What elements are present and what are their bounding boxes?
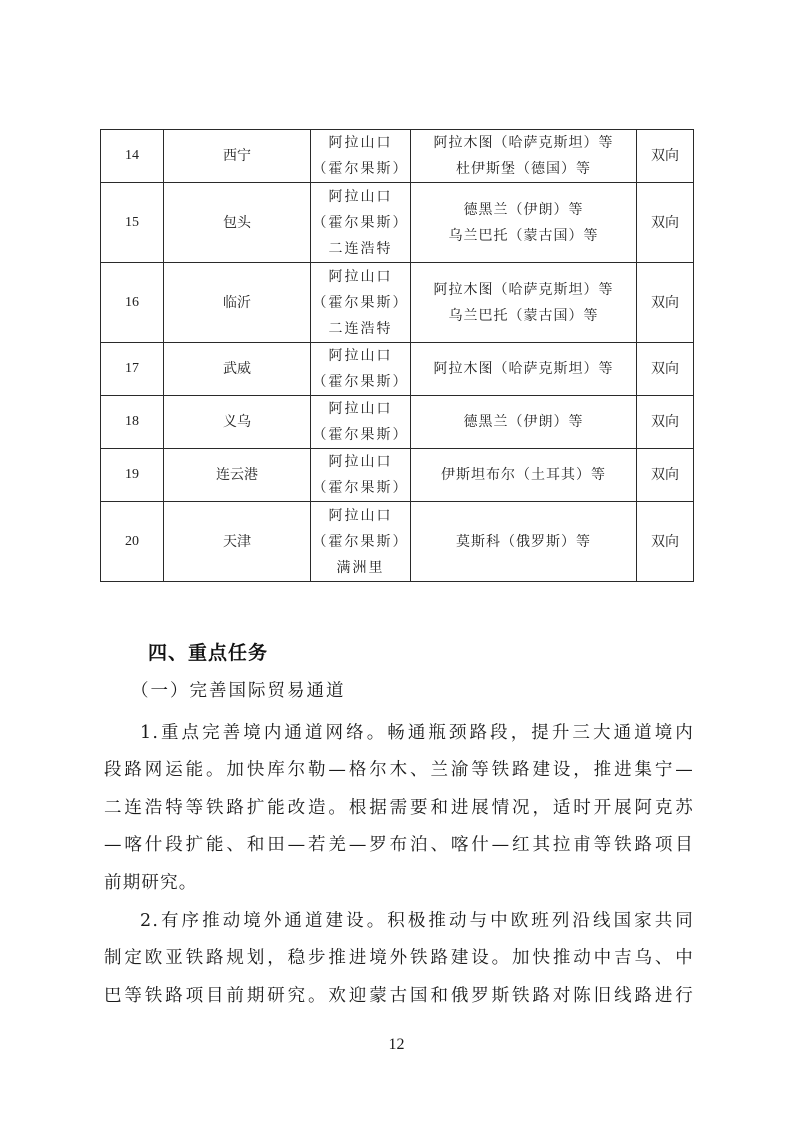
origin-city-cell: 义乌	[164, 396, 311, 449]
page-number: 12	[388, 1036, 405, 1053]
table-row	[101, 263, 694, 343]
table-body	[101, 130, 694, 582]
destination: 德黑兰（伊朗）等	[463, 414, 584, 430]
destination-cell	[411, 130, 637, 183]
paragraph-line: 前期研究。	[104, 873, 198, 893]
border-port: （霍尔果斯）	[312, 294, 409, 311]
destination: 乌兰巴托（蒙古国）等	[448, 227, 599, 244]
direction-cell: 双向	[637, 130, 694, 183]
paragraph-line: 二连浩特等铁路扩能改造。根据需要和进展情况，适时开展阿克苏	[104, 798, 694, 818]
paragraph-line: 2.有序推动境外通道建设。积极推动与中欧班列沿线国家共同	[140, 911, 694, 931]
table-row	[101, 130, 694, 183]
table-row	[101, 502, 694, 582]
destination: 阿拉木图（哈萨克斯坦）等	[433, 281, 614, 298]
row-number-cell: 16	[101, 263, 164, 343]
origin-city-cell: 包头	[164, 183, 311, 263]
border-port-cell	[311, 263, 411, 343]
destination: 阿拉木图（哈萨克斯坦）等	[433, 361, 614, 377]
destination: 乌兰巴托（蒙古国）等	[448, 307, 599, 324]
border-port: 阿拉山口	[328, 135, 393, 151]
paragraph-line: —喀什段扩能、和田—若羌—罗布泊、喀什—红其拉甫等铁路项目	[104, 835, 694, 855]
row-number-cell: 15	[101, 183, 164, 263]
border-port: 阿拉山口	[328, 507, 393, 524]
border-port-cell	[311, 130, 411, 183]
destination-cell	[411, 449, 637, 502]
destination-cell	[411, 343, 637, 396]
destination: 德黑兰（伊朗）等	[463, 201, 584, 218]
border-port-cell	[311, 396, 411, 449]
paragraph-line: 1.重点完善境内通道网络。畅通瓶颈路段，提升三大通道境内	[140, 723, 694, 743]
destination: 阿拉木图（哈萨克斯坦）等	[433, 135, 614, 151]
border-port: 满洲里	[336, 559, 385, 576]
paragraph-line: 段路网运能。加快库尔勒—格尔木、兰渝等铁路建设，推进集宁—	[104, 760, 694, 780]
paragraph-line: 制定欧亚铁路规划，稳步推进境外铁路建设。加快推动中吉乌、中	[104, 948, 694, 968]
direction-cell: 双向	[637, 449, 694, 502]
border-port: （霍尔果斯）	[312, 533, 409, 550]
table-row	[101, 343, 694, 396]
border-port-cell	[311, 343, 411, 396]
border-port: 二连浩特	[328, 240, 393, 257]
origin-city-cell: 临沂	[164, 263, 311, 343]
border-port: 二连浩特	[328, 320, 393, 337]
border-port-cell	[311, 502, 411, 582]
destination-cell	[411, 263, 637, 343]
border-port: 阿拉山口	[328, 401, 393, 417]
paragraph-line: 巴等铁路项目前期研究。欢迎蒙古国和俄罗斯铁路对陈旧线路进行	[104, 986, 694, 1006]
subsection-heading: （一）完善国际贸易通道	[131, 681, 346, 701]
direction-cell: 双向	[637, 183, 694, 263]
origin-city-cell: 连云港	[164, 449, 311, 502]
border-port: 阿拉山口	[328, 188, 393, 205]
border-port: （霍尔果斯）	[312, 161, 409, 177]
border-port-cell	[311, 183, 411, 263]
border-port: （霍尔果斯）	[312, 214, 409, 231]
destination-cell	[411, 183, 637, 263]
border-port: （霍尔果斯）	[312, 427, 409, 443]
destination: 莫斯科（俄罗斯）等	[456, 533, 591, 550]
china-europe-railway-routes-table	[100, 129, 694, 582]
table-row	[101, 183, 694, 263]
row-number-cell: 17	[101, 343, 164, 396]
origin-city-cell: 西宁	[164, 130, 311, 183]
border-port: 阿拉山口	[328, 454, 393, 470]
row-number-cell: 20	[101, 502, 164, 582]
row-number-cell: 14	[101, 130, 164, 183]
border-port: 阿拉山口	[328, 348, 393, 364]
border-port: （霍尔果斯）	[312, 374, 409, 390]
origin-city-cell: 武威	[164, 343, 311, 396]
direction-cell: 双向	[637, 343, 694, 396]
destination-cell	[411, 502, 637, 582]
origin-city-cell: 天津	[164, 502, 311, 582]
table-row	[101, 449, 694, 502]
destination-cell	[411, 396, 637, 449]
table-row	[101, 396, 694, 449]
border-port: （霍尔果斯）	[312, 480, 409, 496]
destination: 伊斯坦布尔（土耳其）等	[441, 467, 606, 483]
row-number-cell: 18	[101, 396, 164, 449]
border-port-cell	[311, 449, 411, 502]
section-heading: 四、重点任务	[148, 642, 269, 664]
direction-cell: 双向	[637, 396, 694, 449]
direction-cell: 双向	[637, 502, 694, 582]
row-number-cell: 19	[101, 449, 164, 502]
direction-cell: 双向	[637, 263, 694, 343]
border-port: 阿拉山口	[328, 268, 393, 285]
destination: 杜伊斯堡（德国）等	[456, 161, 591, 177]
